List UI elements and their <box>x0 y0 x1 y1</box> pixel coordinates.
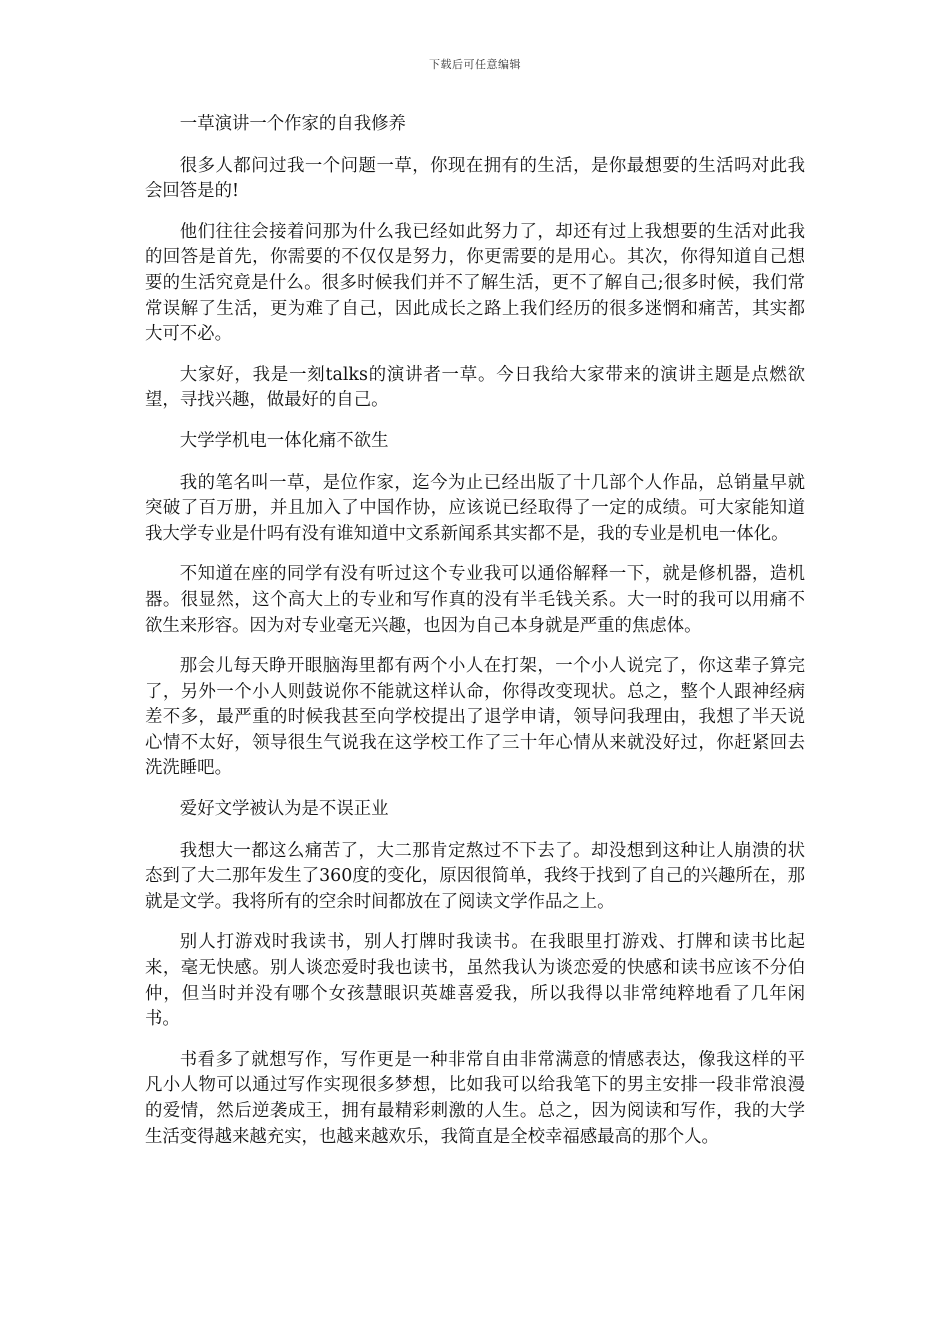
paragraph: 大家好，我是一刻talks的演讲者一草。今日我给大家带来的演讲主题是点燃欲望，寻找兴趣，做最好的自己。 <box>145 364 805 411</box>
paragraph: 很多人都问过我一个问题一草，你现在拥有的生活，是你最想要的生活吗对此我会回答是的! <box>145 155 805 202</box>
paragraph: 不知道在座的同学有没有听过这个专业我可以通俗解释一下，就是修机器，造机器。很显然，这个高大上的专业和写作真的没有半毛钱关系。大一时的我可以用痛不欲生来形容。因为对专业毫无兴趣，也因为自己本身就是严重的焦虑体。 <box>145 564 805 636</box>
paragraph: 那会儿每天睁开眼脑海里都有两个小人在打架，一个小人说完了，你这辈子算完了，另外一个小人则鼓说你不能就这样认命，你得改变现状。总之，整个人跟神经病差不多，最严重的时候我甚至向学校提出了退学申请，领导问我理由，我想了半天说心情不太好，领导很生气说我在这学校工作了三十年心情从来就没好过，你赶紧回去洗洗睡吧。 <box>145 656 805 779</box>
paragraph: 书看多了就想写作，写作更是一种非常自由非常满意的情感表达，像我这样的平凡小人物可以通过写作实现很多梦想，比如我可以给我笔下的男主安排一段非常浪漫的爱情，然后逆袭成王，拥有最精彩刺激的人生。总之，因为阅读和写作，我的大学生活变得越来越充实，也越来越欢乐，我简直是全校幸福感最高的那个人。 <box>145 1049 805 1147</box>
page-header: 下载后可任意编辑 <box>429 58 521 71</box>
section-heading: 爱好文学被认为是不误正业 <box>179 799 389 820</box>
paragraph: 他们往往会接着问那为什么我已经如此努力了，却还有过上我想要的生活对此我的回答是首先，你需要的不仅仅是努力，你更需要的是用心。其次，你得知道自己想要的生活究竟是什么。很多时候我们并不了解生活，更不了解自己;很多时候，我们常常误解了生活，更为难了自己，因此成长之路上我们经历的很多迷惘和痛苦，其实都大可不必。 <box>145 221 805 345</box>
speech-title: 一草演讲一个作家的自我修养 <box>179 114 406 134</box>
document-body <box>145 112 805 1165</box>
paragraph: 我的笔名叫一草，是位作家，迄今为止已经出版了十几部个人作品，总销量早就突破了百万册，并且加入了中国作协，应该说已经取得了一定的成绩。可大家能知道我大学专业是什吗有没有谁知道中文系新闻系其实都不是，我的专业是机电一体化。 <box>145 472 805 544</box>
section-heading: 大学学机电一体化痛不欲生 <box>179 430 389 451</box>
paragraph: 别人打游戏时我读书，别人打牌时我读书。在我眼里打游戏、打牌和读书比起来，毫无快感。别人谈恋爱时我也读书，虽然我认为谈恋爱的快感和读书应该不分伯仲，但当时并没有哪个女孩慧眼识英雄喜爱我，所以我得以非常纯粹地看了几年闲书。 <box>145 932 805 1030</box>
paragraph: 我想大一都这么痛苦了，大二那肯定熬过不下去了。却没想到这种让人崩溃的状态到了大二那年发生了360度的变化，原因很简单，我终于找到了自己的兴趣所在，那就是文学。我将所有的空余时间都放在了阅读文学作品之上。 <box>145 840 805 912</box>
